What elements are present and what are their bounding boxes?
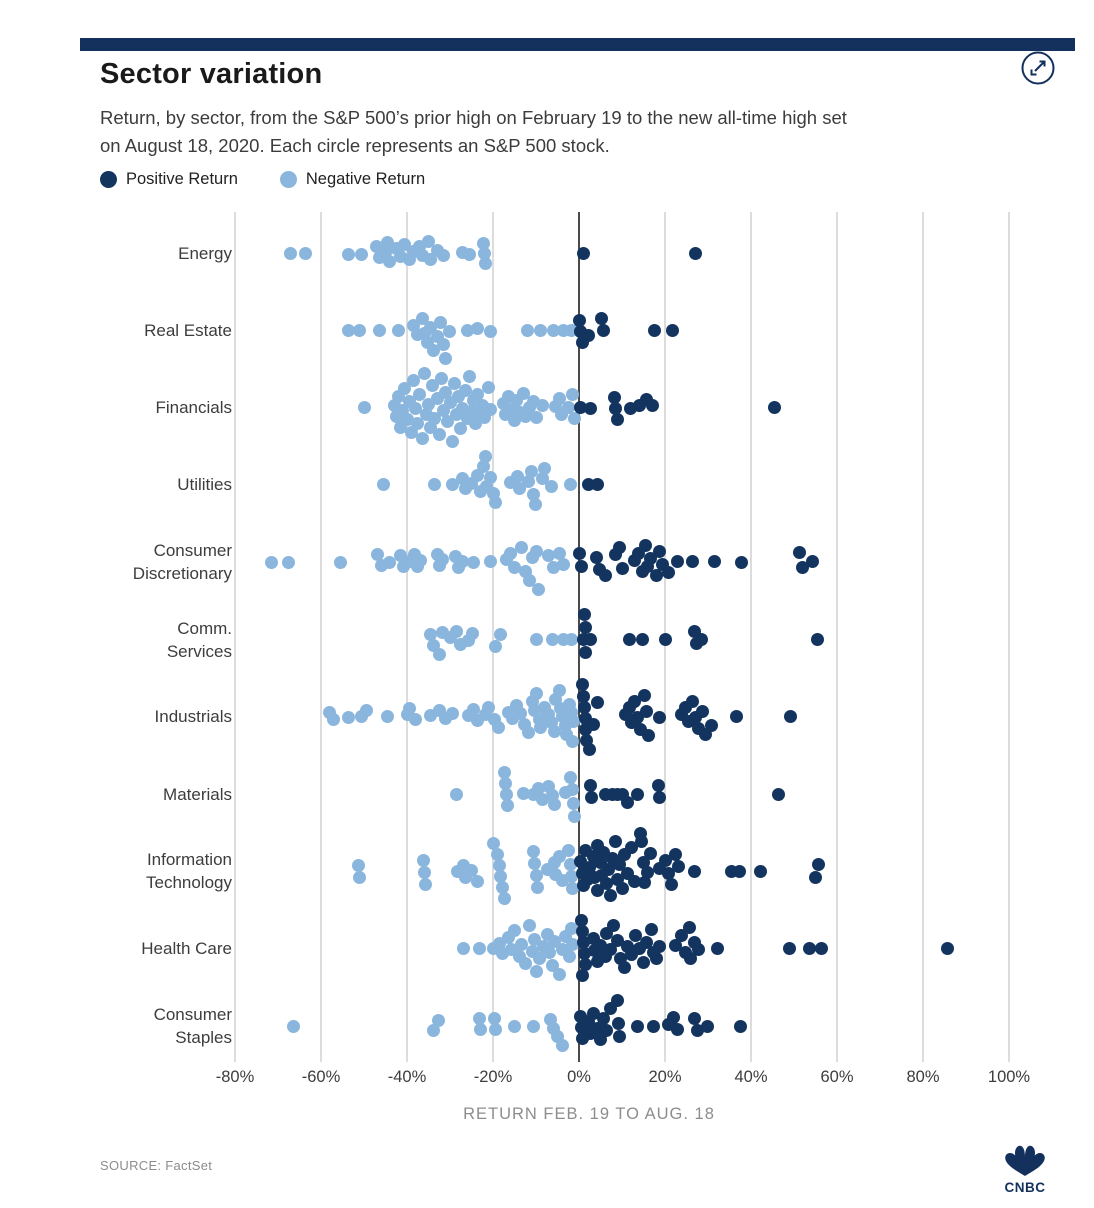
negative-return-data-point: [489, 640, 502, 653]
positive-return-data-point: [688, 1012, 701, 1025]
positive-return-data-point: [591, 478, 604, 491]
negative-return-data-point: [353, 871, 366, 884]
peacock-icon: [1003, 1143, 1047, 1177]
negative-return-data-point: [443, 325, 456, 338]
positive-return-data-point: [701, 1020, 714, 1033]
sector-label-financials: [32, 396, 232, 419]
negative-return-data-point: [433, 648, 446, 661]
negative-return-data-point: [557, 558, 570, 571]
sector-label-line: Industrials: [154, 707, 232, 727]
positive-return-data-point: [590, 551, 603, 564]
gridline: [234, 212, 236, 1062]
positive-return-data-point: [576, 969, 589, 982]
negative-return-data-point: [463, 248, 476, 261]
sector-label-energy: [32, 242, 232, 265]
positive-return-data-point: [772, 788, 785, 801]
sector-label-line: Technology: [145, 873, 232, 893]
negative-return-data-point: [530, 965, 543, 978]
positive-return-data-point: [578, 608, 591, 621]
negative-return-data-point: [565, 633, 578, 646]
sector-label-consumer-staples: [32, 1003, 232, 1049]
negative-return-data-point: [265, 556, 278, 569]
subtitle-line-1: Return, by sector, from the S&P 500’s prior high on February 19 to the new all-time high set: [100, 107, 847, 128]
negative-return-data-point: [352, 859, 365, 872]
negative-return-data-point: [355, 248, 368, 261]
positive-return-data-point: [637, 956, 650, 969]
negative-return-data-point: [439, 352, 452, 365]
positive-return-data-point: [600, 1024, 613, 1037]
sector-label-line: Consumer: [153, 1005, 232, 1024]
positive-return-data-point: [784, 710, 797, 723]
negative-return-data-point: [342, 248, 355, 261]
positive-return-data-point: [618, 961, 631, 974]
negative-return-data-point: [479, 257, 492, 270]
positive-return-data-point: [672, 860, 685, 873]
positive-return-data-point: [768, 401, 781, 414]
positive-return-data-point: [708, 555, 721, 568]
negative-return-data-point: [432, 1014, 445, 1027]
positive-return-data-point: [639, 539, 652, 552]
negative-return-data-point: [457, 942, 470, 955]
negative-return-data-point: [436, 553, 449, 566]
positive-return-data-point: [812, 858, 825, 871]
positive-return-data-point: [640, 705, 653, 718]
negative-return-data-point: [373, 324, 386, 337]
positive-return-data-point: [671, 555, 684, 568]
negative-return-data-point: [567, 797, 580, 810]
gridline: [836, 212, 838, 1062]
positive-return-data-point: [689, 247, 702, 260]
subtitle-line-2: on August 18, 2020. Each circle represents an S&P 500 stock.: [100, 135, 610, 156]
sector-label-line: Energy: [178, 243, 232, 263]
negative-return-data-point: [508, 1020, 521, 1033]
negative-return-data-point: [446, 435, 459, 448]
sector-label-line: Materials: [163, 784, 232, 804]
positive-return-data-point: [591, 696, 604, 709]
sector-label-line: Staples: [175, 1028, 232, 1047]
negative-return-data-point: [548, 798, 561, 811]
positive-return-data-point: [669, 848, 682, 861]
positive-return-data-point: [650, 952, 663, 965]
positive-return-data-point: [659, 633, 672, 646]
negative-return-data-point: [501, 799, 514, 812]
negative-return-data-point: [538, 462, 551, 475]
positive-return-data-point: [623, 633, 636, 646]
negative-return-data-point: [463, 370, 476, 383]
negative-return-data-point: [433, 428, 446, 441]
x-tick-label: -20%: [473, 1068, 513, 1086]
x-tick-label: 0%: [567, 1068, 591, 1086]
x-tick-label: -80%: [215, 1068, 255, 1086]
positive-return-data-point: [735, 556, 748, 569]
negative-return-data-point: [417, 854, 430, 867]
negative-return-data-point: [523, 919, 536, 932]
negative-return-data-point: [418, 866, 431, 879]
negative-return-data-point: [358, 401, 371, 414]
positive-return-data-point: [583, 743, 596, 756]
negative-return-data-point: [530, 545, 543, 558]
positive-return-data-point: [783, 942, 796, 955]
positive-return-data-point: [577, 247, 590, 260]
positive-return-data-point: [696, 705, 709, 718]
positive-return-data-point: [616, 882, 629, 895]
negative-return-data-point: [529, 498, 542, 511]
negative-return-data-point: [353, 324, 366, 337]
positive-return-data-point: [584, 402, 597, 415]
x-tick-label: -60%: [301, 1068, 341, 1086]
positive-return-data-point: [811, 633, 824, 646]
negative-return-data-point: [282, 556, 295, 569]
positive-return-data-point: [612, 1017, 625, 1030]
negative-return-data-point: [545, 480, 558, 493]
negative-return-data-point: [450, 625, 463, 638]
sector-label-line: Utilities: [177, 475, 232, 495]
positive-return-data-point: [635, 835, 648, 848]
negative-return-data-point: [543, 946, 556, 959]
negative-return-data-point: [562, 844, 575, 857]
positive-return-data-point: [754, 865, 767, 878]
positive-return-data-point: [644, 847, 657, 860]
negative-return-data-point: [530, 687, 543, 700]
sector-label-line: Health Care: [141, 939, 232, 959]
negative-return-data-point: [532, 583, 545, 596]
positive-return-data-point: [607, 919, 620, 932]
negative-return-data-point: [392, 324, 405, 337]
positive-return-data-point: [653, 791, 666, 804]
positive-return-data-point: [587, 718, 600, 731]
sector-label-line: Consumer: [153, 541, 232, 561]
sector-label-line: Services: [166, 641, 232, 661]
positive-return-data-point: [604, 889, 617, 902]
negative-return-data-point: [534, 324, 547, 337]
negative-return-data-point: [299, 247, 312, 260]
positive-return-data-point: [665, 878, 678, 891]
positive-return-data-point: [695, 633, 708, 646]
sector-label-line: Real Estate: [144, 320, 232, 340]
negative-return-data-point: [568, 810, 581, 823]
negative-return-data-point: [419, 878, 432, 891]
negative-return-data-point: [334, 556, 347, 569]
negative-return-data-point: [556, 1039, 569, 1052]
positive-return-data-point: [631, 1020, 644, 1033]
negative-return-data-point: [437, 249, 450, 262]
x-tick-label: 40%: [734, 1068, 768, 1086]
negative-return-data-point: [467, 556, 480, 569]
positive-return-data-point: [595, 312, 608, 325]
positive-return-data-point: [711, 942, 724, 955]
positive-return-data-point: [575, 560, 588, 573]
negative-return-data-point: [484, 325, 497, 338]
sector-label-materials: [32, 783, 232, 806]
positive-return-data-point: [688, 865, 701, 878]
positive-return-data-point: [730, 710, 743, 723]
positive-return-data-point: [652, 779, 665, 792]
negative-return-data-point: [418, 367, 431, 380]
positive-return-data-point: [662, 566, 675, 579]
page-title: Sector variation: [100, 58, 323, 90]
positive-return-data-point: [692, 943, 705, 956]
negative-return-data-point: [287, 1020, 300, 1033]
sector-label-line: Discretionary: [132, 564, 232, 584]
positive-return-data-point: [616, 562, 629, 575]
negative-return-data-point: [414, 554, 427, 567]
negative-return-data-point: [515, 541, 528, 554]
positive-return-data-point: [671, 1023, 684, 1036]
sector-label-line: Comm.: [177, 618, 232, 638]
negative-return-data-point: [527, 1020, 540, 1033]
x-tick-label: 80%: [906, 1068, 940, 1086]
negative-return-data-point: [381, 710, 394, 723]
source-note: SOURCE: FactSet: [100, 1158, 213, 1173]
positive-return-data-point: [638, 689, 651, 702]
sector-label-real-estate: [32, 319, 232, 342]
positive-return-data-point: [613, 1030, 626, 1043]
positive-return-data-point: [683, 921, 696, 934]
negative-return-data-point: [450, 788, 463, 801]
positive-return-data-point: [686, 555, 699, 568]
legend-label-positive: Positive Return: [126, 170, 238, 188]
gridline: [406, 212, 408, 1062]
positive-return-data-point: [648, 324, 661, 337]
x-axis-title: RETURN FEB. 19 TO AUG. 18: [463, 1105, 715, 1123]
negative-return-data-point: [566, 783, 579, 796]
negative-return-data-point: [563, 950, 576, 963]
negative-return-data-point: [528, 857, 541, 870]
negative-return-data-point: [466, 627, 479, 640]
negative-return-data-point: [484, 555, 497, 568]
negative-return-data-point: [479, 450, 492, 463]
positive-return-data-point: [646, 399, 659, 412]
positive-return-data-point: [573, 547, 586, 560]
negative-return-data-point: [416, 432, 429, 445]
positive-return-data-point: [793, 546, 806, 559]
negative-return-data-point: [435, 372, 448, 385]
negative-return-data-point: [564, 478, 577, 491]
sector-label-comm-services: [32, 617, 232, 663]
gridline: [922, 212, 924, 1062]
gridline: [750, 212, 752, 1062]
negative-return-data-point: [377, 478, 390, 491]
positive-return-data-point: [636, 633, 649, 646]
positive-return-data-point: [815, 942, 828, 955]
legend-label-negative: Negative Return: [305, 170, 426, 188]
sector-label-health-care: [32, 937, 232, 960]
negative-return-data-point: [531, 881, 544, 894]
negative-return-data-point: [553, 684, 566, 697]
negative-return-data-point: [530, 633, 543, 646]
negative-return-data-point: [492, 721, 505, 734]
negative-return-data-point: [530, 411, 543, 424]
sector-label-line: Financials: [155, 398, 232, 418]
sector-label-line: Information: [146, 850, 232, 870]
gridline: [320, 212, 322, 1062]
x-tick-label: -40%: [387, 1068, 427, 1086]
positive-return-data-point: [647, 1020, 660, 1033]
positive-return-data-point: [667, 1011, 680, 1024]
positive-return-data-point: [599, 569, 612, 582]
positive-return-data-point: [642, 729, 655, 742]
positive-return-data-point: [645, 923, 658, 936]
negative-return-data-point: [494, 628, 507, 641]
positive-return-data-point: [582, 329, 595, 342]
negative-return-data-point: [508, 924, 521, 937]
negative-return-data-point: [521, 324, 534, 337]
positive-return-data-point: [705, 719, 718, 732]
negative-return-data-point: [446, 707, 459, 720]
positive-return-data-point: [631, 788, 644, 801]
positive-return-data-point: [613, 541, 626, 554]
sector-label-utilities: [32, 473, 232, 496]
sector-label-industrials: [32, 705, 232, 728]
negative-return-data-point: [498, 892, 511, 905]
positive-return-data-point: [611, 994, 624, 1007]
cnbc-logo: [999, 1143, 1051, 1195]
sector-label-information-technology: [32, 848, 232, 894]
negative-return-data-point: [360, 704, 373, 717]
x-tick-label: 100%: [987, 1068, 1031, 1086]
positive-return-data-point: [584, 779, 597, 792]
negative-return-data-point: [437, 338, 450, 351]
negative-return-data-point: [553, 968, 566, 981]
negative-return-data-point: [489, 496, 502, 509]
negative-return-data-point: [527, 845, 540, 858]
negative-return-data-point: [484, 403, 497, 416]
negative-return-data-point: [428, 478, 441, 491]
negative-return-data-point: [409, 713, 422, 726]
negative-return-data-point: [564, 771, 577, 784]
negative-return-data-point: [471, 875, 484, 888]
positive-return-data-point: [653, 545, 666, 558]
negative-return-data-point: [489, 1023, 502, 1036]
negative-return-data-point: [471, 322, 484, 335]
cnbc-wordmark: CNBC: [1004, 1180, 1046, 1195]
positive-return-data-point: [597, 324, 610, 337]
negative-return-data-point: [473, 942, 486, 955]
negative-return-data-point: [484, 471, 497, 484]
positive-return-data-point: [609, 835, 622, 848]
positive-return-data-point: [579, 646, 592, 659]
positive-return-data-point: [611, 413, 624, 426]
negative-return-data-point: [342, 711, 355, 724]
positive-return-data-point: [734, 1020, 747, 1033]
gridline: [1008, 212, 1010, 1062]
positive-return-data-point: [806, 555, 819, 568]
positive-return-data-point: [585, 791, 598, 804]
x-tick-label: 60%: [820, 1068, 854, 1086]
positive-return-data-point: [666, 324, 679, 337]
x-tick-label: 20%: [648, 1068, 682, 1086]
negative-return-data-point: [536, 399, 549, 412]
negative-return-data-point: [474, 1023, 487, 1036]
positive-return-data-point: [584, 633, 597, 646]
positive-return-data-point: [809, 871, 822, 884]
sector-label-consumer-discretionary: [32, 539, 232, 585]
negative-return-data-point: [522, 726, 535, 739]
negative-return-data-point: [284, 247, 297, 260]
negative-return-data-point: [327, 713, 340, 726]
positive-return-data-point: [733, 865, 746, 878]
positive-return-data-point: [941, 942, 954, 955]
